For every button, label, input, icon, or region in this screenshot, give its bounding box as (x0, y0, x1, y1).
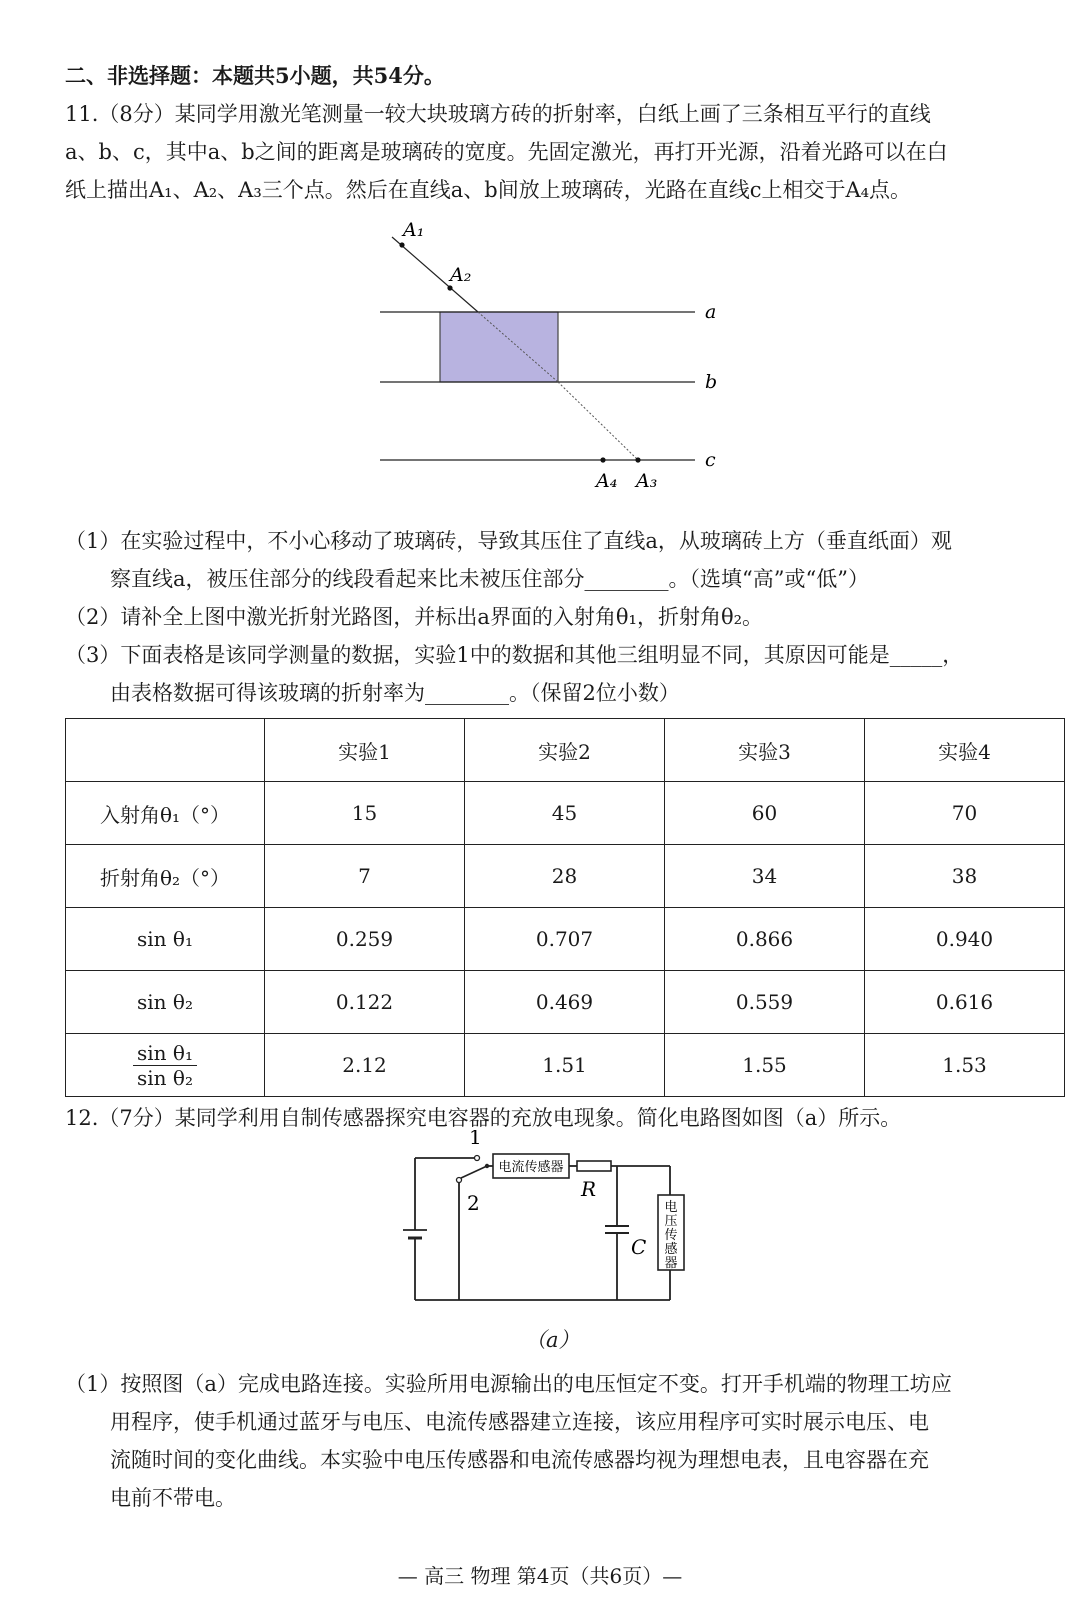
row-label: 入射角θ₁（°） (66, 782, 265, 845)
row-label (66, 1034, 265, 1097)
table-cell: 1.55 (665, 1034, 865, 1097)
q12-line1: 12.（7分）某同学利用自制传感器探究电容器的充放电现象。简化电路图如图（a）所示。 (65, 1106, 902, 1130)
table-cell: 38 (865, 845, 1065, 908)
laser-ray-extension (558, 382, 638, 460)
fraction-numerator: sin θ₁ (133, 1041, 197, 1066)
label-a1: A₁ (403, 219, 425, 241)
table-header-cell: 实验1 (265, 719, 465, 782)
table-cell: 15 (265, 782, 465, 845)
table-cell: 2.12 (265, 1034, 465, 1097)
switch-lever (461, 1166, 487, 1178)
q11-sub1-line1: （1）在实验过程中，不小心移动了玻璃砖，导致其压住了直线a，从玻璃砖上方（垂直纸面）观 (65, 529, 952, 553)
table-cell: 28 (465, 845, 665, 908)
point-a3 (635, 457, 640, 462)
q12-sub1-line4: 电前不带电。 (110, 1486, 236, 1510)
label-a: a (705, 301, 717, 323)
glass-brick (440, 312, 558, 382)
q11-line1: 11.（8分）某同学用激光笔测量一较大块玻璃方砖的折射率，白纸上画了三条相互平行的直线 (65, 102, 931, 126)
table-cell: 0.559 (665, 971, 865, 1034)
table-cell: 0.940 (865, 908, 1065, 971)
table-header-row (66, 719, 1065, 782)
circuit-caption: （a） (525, 1328, 580, 1352)
point-a1 (399, 242, 404, 247)
page-footer: — 高三 物理 第4页（共6页）— (397, 1564, 683, 1588)
q11-sub3-line1: （3）下面表格是该同学测量的数据，实验1中的数据和其他三组明显不同，其原因可能是_____， (65, 643, 964, 667)
row-label: 折射角θ₂（°） (66, 845, 265, 908)
voltage-sensor-char: 压 (664, 1214, 678, 1229)
voltage-sensor-char: 电 (664, 1200, 678, 1215)
table-row (66, 971, 1065, 1034)
table-cell: 34 (665, 845, 865, 908)
label-b: b (705, 371, 718, 393)
q11-line2: a、b、c，其中a、b之间的距离是玻璃砖的宽度。先固定激光，再打开光源，沿着光路可以在白 (65, 140, 948, 164)
refraction-figure (370, 215, 730, 505)
table-cell: 70 (865, 782, 1065, 845)
switch-label-2: 2 (467, 1191, 480, 1215)
data-table (65, 718, 1065, 1097)
resistor-label: R (581, 1177, 597, 1201)
voltage-sensor-char: 感 (664, 1242, 678, 1257)
table-cell: 0.259 (265, 908, 465, 971)
q12-sub1-line3: 流随时间的变化曲线。本实验中电压传感器和电流传感器均视为理想电表，且电容器在充 (110, 1448, 929, 1472)
table-cell: 0.707 (465, 908, 665, 971)
table-cell: 0.469 (465, 971, 665, 1034)
table-row (66, 1034, 1065, 1097)
ratio-fraction (133, 1041, 197, 1090)
switch-contact-1 (475, 1156, 480, 1161)
point-a4 (600, 457, 605, 462)
label-a2: A₂ (450, 264, 472, 286)
table-cell: 45 (465, 782, 665, 845)
row-label: sin θ₂ (66, 971, 265, 1034)
table-header-cell: 实验2 (465, 719, 665, 782)
circuit-diagram (395, 1130, 705, 1350)
q11-sub2: （2）请补全上图中激光折射光路图，并标出a界面的入射角θ₁，折射角θ₂。 (65, 605, 764, 629)
q12-sub1-line2: 用程序，使手机通过蓝牙与电压、电流传感器建立连接，该应用程序可实时展示电压、电 (110, 1410, 929, 1434)
table-header-cell: 实验3 (665, 719, 865, 782)
table-cell: 1.53 (865, 1034, 1065, 1097)
fraction-denominator: sin θ₂ (137, 1065, 193, 1090)
table-header-cell: 实验4 (865, 719, 1065, 782)
label-c: c (705, 449, 716, 471)
table-row (66, 782, 1065, 845)
table-row (66, 908, 1065, 971)
current-sensor-label: 电流传感器 (498, 1160, 564, 1175)
label-a4: A₄ (596, 470, 618, 492)
table-cell: 60 (665, 782, 865, 845)
q11-sub3-line2: 由表格数据可得该玻璃的折射率为________。（保留2位小数） (110, 681, 680, 705)
table-cell: 1.51 (465, 1034, 665, 1097)
capacitor-label: C (631, 1235, 647, 1259)
q11-sub1-line2: 察直线a，被压住部分的线段看起来比未被压住部分________。（选填“高”或“低”） (110, 567, 869, 591)
table-cell: 0.122 (265, 971, 465, 1034)
table-cell: 0.866 (665, 908, 865, 971)
label-a3: A₃ (636, 470, 658, 492)
voltage-sensor-char: 传 (664, 1228, 678, 1243)
switch-label-1: 1 (469, 1130, 482, 1149)
table-cell: 7 (265, 845, 465, 908)
table-cell: 0.616 (865, 971, 1065, 1034)
q12-sub1-line1: （1）按照图（a）完成电路连接。实验所用电源输出的电压恒定不变。打开手机端的物理工坊应 (65, 1372, 952, 1396)
q11-line3: 纸上描出A₁、A₂、A₃三个点。然后在直线a、b间放上玻璃砖，光路在直线c上相交于A₄点。 (65, 178, 912, 202)
voltage-sensor-char: 器 (664, 1256, 678, 1271)
table-row (66, 845, 1065, 908)
row-label: sin θ₁ (66, 908, 265, 971)
resistor (577, 1161, 611, 1171)
section-header: 二、非选择题：本题共5小题，共54分。 (65, 63, 445, 88)
point-a2 (447, 285, 452, 290)
switch-contact-2 (457, 1178, 462, 1183)
table-header-cell (66, 719, 265, 782)
